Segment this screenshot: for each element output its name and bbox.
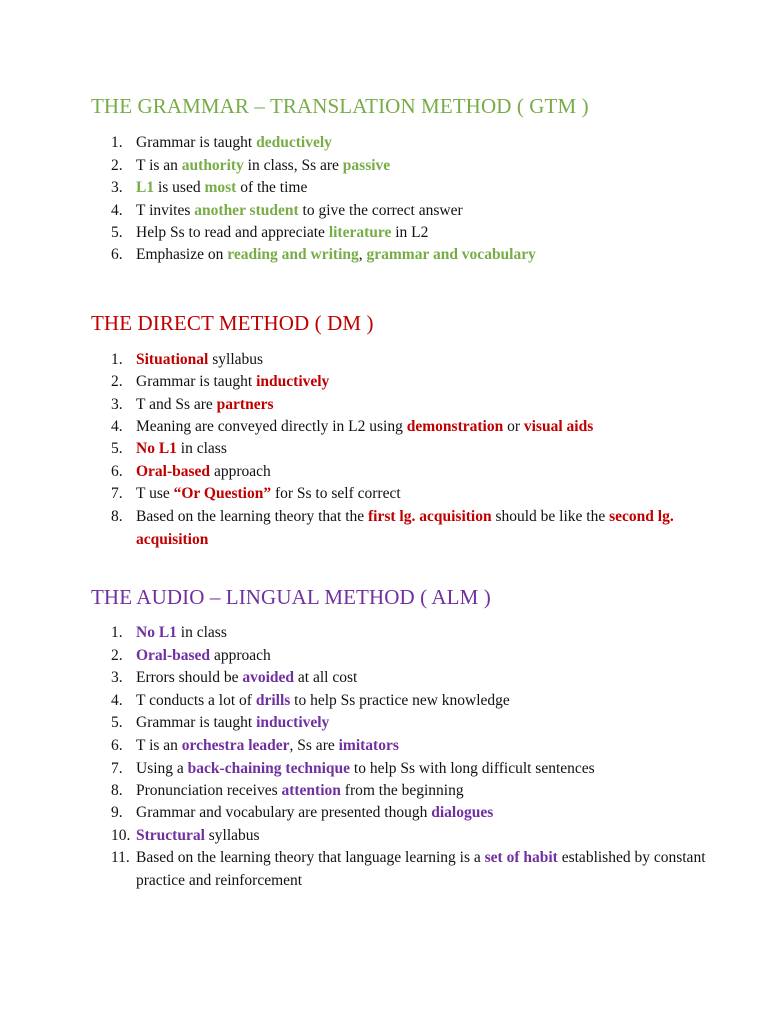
- list-item: [111, 802, 731, 825]
- text-segment: , Ss are: [289, 737, 339, 754]
- list-item-text: [136, 155, 731, 178]
- list-item-number: 5.: [111, 714, 123, 731]
- list-item: [111, 371, 731, 394]
- list-item-text: [136, 802, 731, 825]
- list-item-text: [136, 825, 731, 848]
- highlighted-term: passive: [342, 157, 391, 174]
- highlighted-term: demonstration: [406, 418, 504, 435]
- list-item-text: [136, 394, 731, 417]
- list-item: [111, 132, 731, 155]
- list-item: [111, 645, 731, 668]
- list-item: [111, 506, 731, 551]
- list-item-number: 3.: [111, 396, 123, 413]
- list-item-number: 8.: [111, 508, 123, 525]
- highlighted-term: inductively: [256, 714, 330, 731]
- highlighted-term: imitators: [338, 737, 399, 754]
- highlighted-term: avoided: [242, 669, 295, 686]
- list-item-number: 2.: [111, 373, 123, 390]
- list-item-text: [136, 349, 731, 372]
- highlighted-term: inductively: [256, 373, 330, 390]
- list-item-number: 4.: [111, 692, 123, 709]
- highlighted-term: Structural: [136, 827, 205, 844]
- list-item-number: 2.: [111, 647, 123, 664]
- text-segment: for Ss to self correct: [271, 485, 401, 502]
- list-item: [111, 394, 731, 417]
- text-segment: syllabus: [204, 827, 260, 844]
- list-item-text: [136, 645, 731, 668]
- text-segment: from the beginning: [340, 782, 464, 799]
- list-item: [111, 416, 731, 439]
- list-item-text: [136, 735, 731, 758]
- list-item-number: 1.: [111, 351, 123, 368]
- text-segment: established by constant practice and reinforcement: [136, 849, 710, 889]
- list-item-number: 7.: [111, 760, 123, 777]
- list-item: [111, 735, 731, 758]
- highlighted-term: another student: [194, 202, 299, 219]
- list-item-text: [136, 780, 731, 803]
- list-item: [111, 461, 731, 484]
- list-item-number: 5.: [111, 224, 123, 241]
- section-heading-dm: THE DIRECT METHOD ( DM ): [91, 311, 374, 335]
- list-item: [111, 222, 731, 245]
- list-item-number: 9.: [111, 804, 123, 821]
- text-segment: ,: [358, 246, 367, 263]
- list-item-number: 4.: [111, 418, 123, 435]
- highlighted-term: grammar and vocabulary: [366, 246, 536, 263]
- text-segment: Meaning are conveyed directly in L2 using: [136, 418, 407, 435]
- highlighted-term: authority: [181, 157, 244, 174]
- list-item-number: 3.: [111, 179, 123, 196]
- highlighted-term: back-chaining technique: [187, 760, 351, 777]
- list-item: [111, 155, 731, 178]
- text-segment: T use: [136, 485, 174, 502]
- list-item-number: 1.: [111, 134, 123, 151]
- highlighted-term: orchestra leader: [181, 737, 290, 754]
- list-item-text: [136, 244, 731, 267]
- list-item-number: 4.: [111, 202, 123, 219]
- text-segment: to give the correct answer: [298, 202, 463, 219]
- list-item: [111, 483, 731, 506]
- text-segment: syllabus: [208, 351, 264, 368]
- text-segment: T is an: [136, 737, 182, 754]
- text-segment: Grammar is taught: [136, 373, 257, 390]
- text-segment: is used: [154, 179, 205, 196]
- text-segment: Help Ss to read and appreciate: [136, 224, 329, 241]
- text-segment: Pronunciation receives: [136, 782, 282, 799]
- highlighted-term: most: [204, 179, 237, 196]
- highlighted-term: “Or Question”: [173, 485, 272, 502]
- list-item-number: 8.: [111, 782, 123, 799]
- text-segment: at all cost: [294, 669, 358, 686]
- text-segment: T invites: [136, 202, 195, 219]
- text-segment: Emphasize on: [136, 246, 228, 263]
- list-item-number: 1.: [111, 624, 123, 641]
- list-item-text: [136, 416, 731, 439]
- highlighted-term: Oral-based: [136, 647, 211, 664]
- list-item: [111, 177, 731, 200]
- text-segment: in class: [176, 624, 227, 641]
- highlighted-term: drills: [255, 692, 291, 709]
- text-segment: Using a: [136, 760, 188, 777]
- list-item: [111, 847, 731, 892]
- list-item-number: 6.: [111, 463, 123, 480]
- text-segment: in L2: [391, 224, 429, 241]
- text-segment: to help Ss with long difficult sentences: [350, 760, 595, 777]
- text-segment: Grammar is taught: [136, 134, 257, 151]
- list-item-number: 6.: [111, 246, 123, 263]
- text-segment: of the time: [236, 179, 308, 196]
- list-item-text: [136, 712, 731, 735]
- list-item: [111, 244, 731, 267]
- list-item-text: [136, 438, 731, 461]
- highlighted-term: partners: [216, 396, 274, 413]
- text-segment: Based on the learning theory that language learning is a: [136, 849, 485, 866]
- list-item: [111, 825, 731, 848]
- list-item-number: 7.: [111, 485, 123, 502]
- text-segment: Grammar and vocabulary are presented though: [136, 804, 432, 821]
- section-heading-alm: THE AUDIO – LINGUAL METHOD ( ALM ): [91, 585, 491, 609]
- highlighted-term: deductively: [256, 134, 332, 151]
- list-item: [111, 622, 731, 645]
- list-item-text: [136, 371, 731, 394]
- list-item-text: [136, 667, 731, 690]
- highlighted-term: No L1: [136, 624, 177, 641]
- list-item: [111, 690, 731, 713]
- highlighted-term: attention: [281, 782, 341, 799]
- highlighted-term: literature: [328, 224, 392, 241]
- text-segment: approach: [210, 647, 271, 664]
- text-segment: in class, Ss are: [243, 157, 343, 174]
- list-item-text: [136, 506, 731, 551]
- highlighted-term: visual aids: [523, 418, 594, 435]
- text-segment: T conducts a lot of: [136, 692, 256, 709]
- highlighted-term: set of habit: [484, 849, 558, 866]
- list-item: [111, 438, 731, 461]
- text-segment: should be like the: [491, 508, 610, 525]
- text-segment: Based on the learning theory that the: [136, 508, 369, 525]
- highlighted-term: L1: [136, 179, 155, 196]
- highlighted-term: dialogues: [431, 804, 494, 821]
- list-item: [111, 200, 731, 223]
- list-item-text: [136, 847, 731, 892]
- list-item-number: 2.: [111, 157, 123, 174]
- text-segment: Grammar is taught: [136, 714, 257, 731]
- section-heading-gtm: THE GRAMMAR – TRANSLATION METHOD ( GTM ): [91, 94, 589, 118]
- highlighted-term: Situational: [136, 351, 209, 368]
- list-item-text: [136, 222, 731, 245]
- list-item-text: [136, 132, 731, 155]
- highlighted-term: Oral-based: [136, 463, 211, 480]
- text-segment: or: [503, 418, 524, 435]
- text-segment: in class: [176, 440, 227, 457]
- text-segment: Errors should be: [136, 669, 243, 686]
- list-item-number: 3.: [111, 669, 123, 686]
- highlighted-term: reading and writing: [227, 246, 359, 263]
- list-item: [111, 712, 731, 735]
- list-item-number: 6.: [111, 737, 123, 754]
- list-item-text: [136, 177, 731, 200]
- list-item-number: 5.: [111, 440, 123, 457]
- highlighted-term: second lg. acquisition: [136, 508, 678, 548]
- list-item: [111, 780, 731, 803]
- list-item-number: 10.: [111, 827, 131, 844]
- text-segment: T and Ss are: [136, 396, 217, 413]
- highlighted-term: No L1: [136, 440, 177, 457]
- list-item-text: [136, 483, 731, 506]
- list-item: [111, 667, 731, 690]
- text-segment: T is an: [136, 157, 182, 174]
- list-item: [111, 349, 731, 372]
- list-item-text: [136, 461, 731, 484]
- list-item-text: [136, 758, 731, 781]
- list-item-text: [136, 622, 731, 645]
- list-item-number: 11.: [111, 849, 130, 866]
- text-segment: approach: [210, 463, 271, 480]
- highlighted-term: first lg. acquisition: [368, 508, 492, 525]
- text-segment: to help Ss practice new knowledge: [290, 692, 510, 709]
- list-item: [111, 758, 731, 781]
- list-item-text: [136, 690, 731, 713]
- list-item-text: [136, 200, 731, 223]
